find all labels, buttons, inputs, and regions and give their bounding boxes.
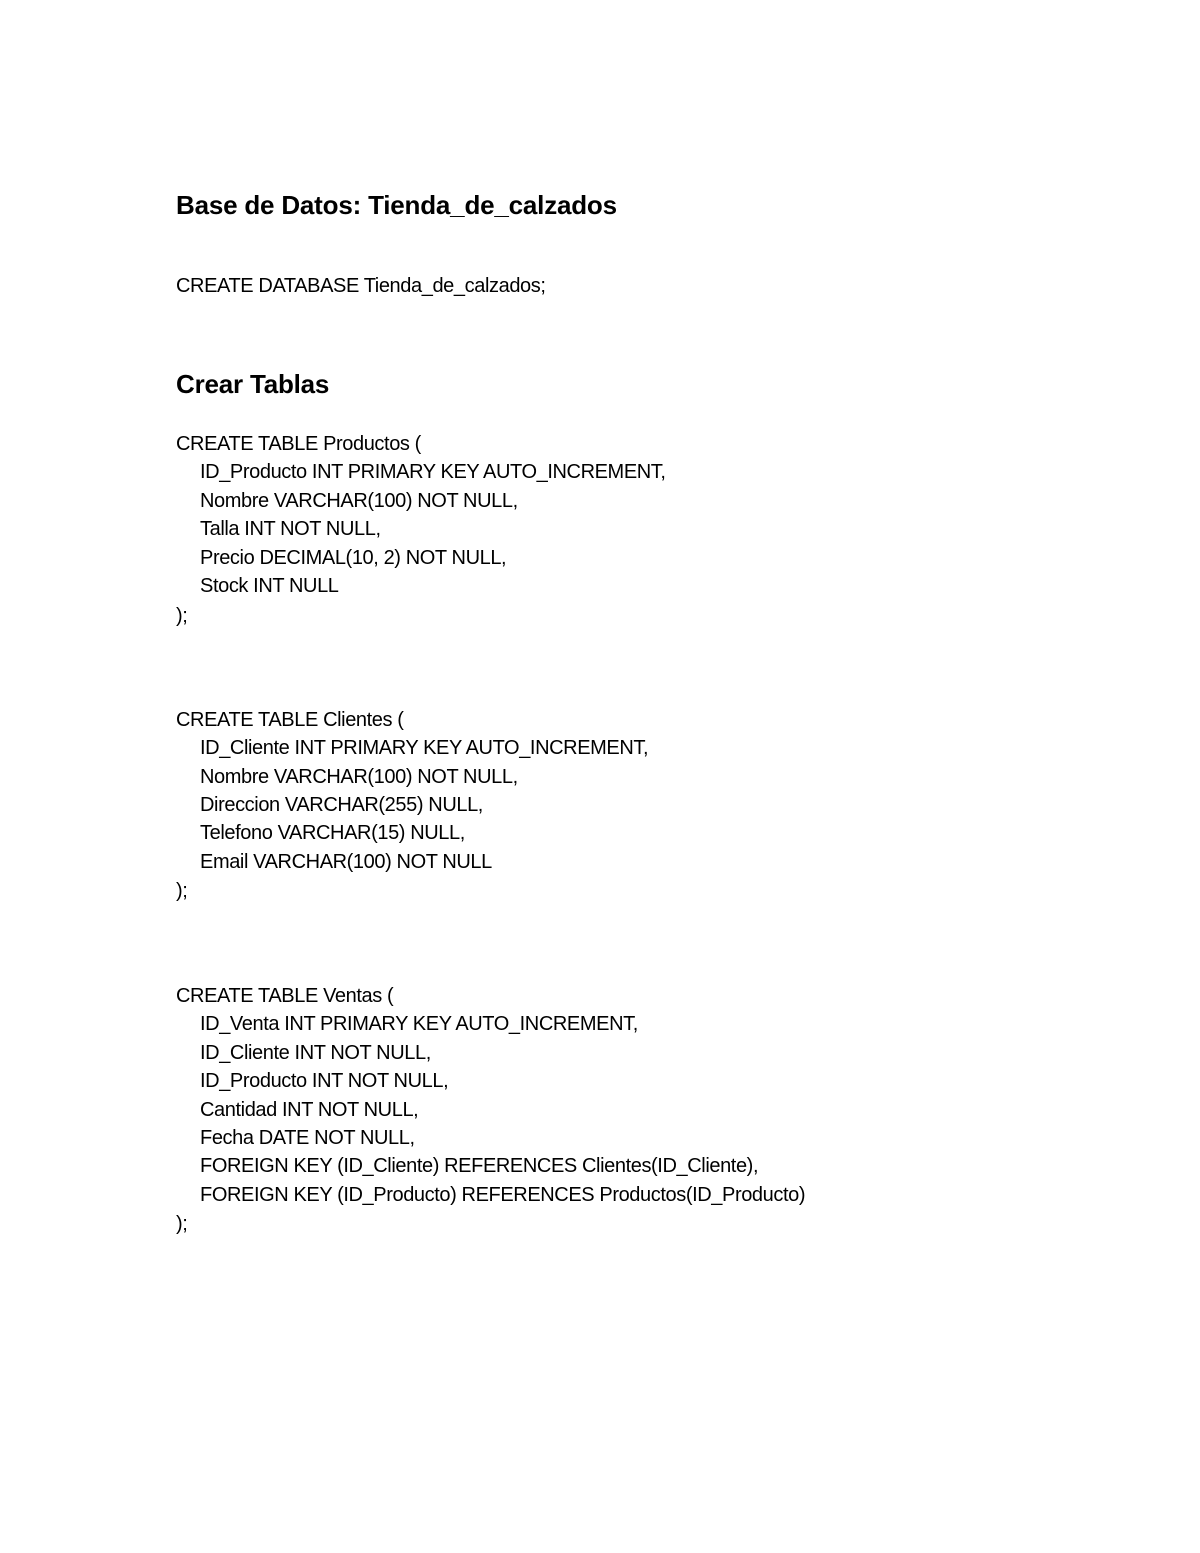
ventas-column: Fecha DATE NOT NULL, [200, 1127, 415, 1149]
ventas-foreign-key: FOREIGN KEY (ID_Cliente) REFERENCES Clientes(ID_Cliente), [200, 1155, 759, 1177]
productos-column: Precio DECIMAL(10, 2) NOT NULL, [200, 547, 507, 569]
ventas-column: ID_Cliente INT NOT NULL, [200, 1042, 431, 1064]
section-heading: Crear Tablas [176, 369, 330, 399]
ventas-column: Cantidad INT NOT NULL, [200, 1099, 419, 1121]
clientes-column: Nombre VARCHAR(100) NOT NULL, [200, 766, 518, 788]
clientes-column: Telefono VARCHAR(15) NULL, [200, 822, 465, 844]
productos-close: ); [176, 605, 188, 627]
ventas-close: ); [176, 1213, 188, 1235]
clientes-column: Direccion VARCHAR(255) NULL, [200, 794, 483, 816]
productos-column: Nombre VARCHAR(100) NOT NULL, [200, 490, 518, 512]
ventas-create-line: CREATE TABLE Ventas ( [176, 985, 394, 1007]
ventas-column: ID_Producto INT NOT NULL, [200, 1070, 449, 1092]
create-database-statement: CREATE DATABASE Tienda_de_calzados; [176, 275, 546, 297]
ventas-column: ID_Venta INT PRIMARY KEY AUTO_INCREMENT, [200, 1013, 638, 1035]
productos-create-line: CREATE TABLE Productos ( [176, 433, 421, 455]
productos-column: ID_Producto INT PRIMARY KEY AUTO_INCREMENT, [200, 461, 666, 483]
clientes-column: Email VARCHAR(100) NOT NULL [200, 851, 492, 873]
productos-column: Talla INT NOT NULL, [200, 518, 381, 540]
clientes-close: ); [176, 880, 188, 902]
ventas-foreign-key: FOREIGN KEY (ID_Producto) REFERENCES Productos(ID_Producto) [200, 1184, 806, 1206]
clientes-column: ID_Cliente INT PRIMARY KEY AUTO_INCREMENT, [200, 737, 649, 759]
clientes-create-line: CREATE TABLE Clientes ( [176, 709, 404, 731]
productos-column: Stock INT NULL [200, 575, 339, 597]
document-title: Base de Datos: Tienda_de_calzados [176, 190, 617, 220]
